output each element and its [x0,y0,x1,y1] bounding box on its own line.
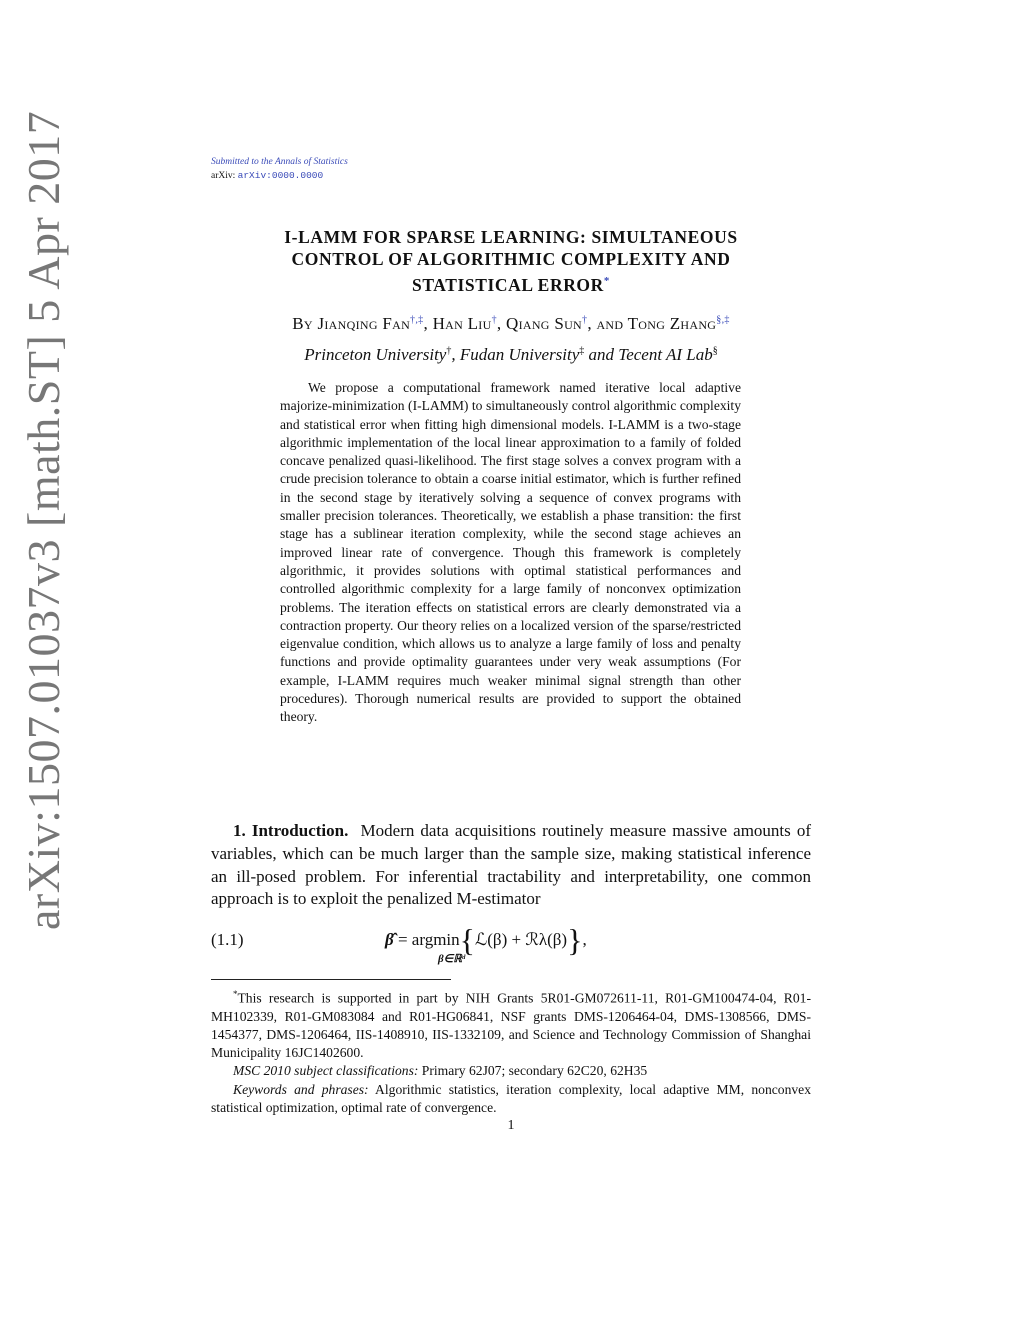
by-label: By [292,314,313,333]
title-line-3: STATISTICAL ERROR* [411,274,610,295]
equation-lhs: β̂ [385,930,394,949]
arxiv-label: arXiv: [211,171,236,181]
submitted-note: Submitted to the Annals of Statistics [211,157,348,167]
arxiv-sidebar-stamp: arXiv:1507.01037v3 [math.ST] 5 Apr 2017 [18,110,69,930]
introduction-paragraph [211,820,811,911]
section-heading: 1. Introduction. [233,821,349,840]
author-3: Qiang Sun [506,314,583,333]
msc-footnote: MSC 2010 subject classifications: Primary 62J07; secondary 62C20, 62H35 [233,1063,648,1079]
affiliations: Princeton University†, Fudan University‡ and Tecent AI Lab§ [304,345,718,364]
footnote-rule [211,979,451,980]
equation: β̂ = argmin{ℒ(β) + ℛλ(β)}, [385,922,587,958]
arxiv-code-link[interactable]: arXiv:0000.0000 [237,170,324,181]
author-list: By Jianqing Fan†,‡, Han Liu†, Qiang Sun†, and Tong Zhang§,‡ [292,314,730,333]
equation-number: (1.1) [211,930,244,949]
footnotes [211,985,811,1117]
funding-footnote: *This research is supported in part by NIH Grants 5R01-GM072611-11, R01-GM100474-04, R01-MH102339, R01-GM083084 and R01-HG06841, NSF grants DMS-1206464-04, DMS-1308566, DMS-1454377, DMS-1206464, IIS-1408910, IIS-1332109, and Science and Technology Commission of Shanghai Municipality 16JC1402600. [211,989,811,1061]
author-1-mark: †,‡ [410,314,424,326]
equation-subscript: β∈ℝᵈ [438,953,466,965]
paper-title [211,226,811,296]
abstract-paragraph: We propose a computational framework named iterative local adaptive majorize-minimization (I-LAMM) to simultaneously control algorithmic complexity and statistical error when fitting high dimensional models. I-LAMM is a two-stage algorithmic implementation of the local linear approximation to a family of folded concave penalized quasi-likelihood. The first stage solves a convex program with a crude precision tolerance to obtain a coarse initial estimator, which is further refined in the second stage by iteratively solving a sequence of convex programs with smaller precision tolerances. Theoretically, we establish a phase transition: the first stage has a sublinear iteration complexity, while the second stage achieves an improved linear rate of convergence. Though this framework is completely algorithmic, it provides solutions with optimal statistical performances and controlled algorithmic complexity for a large family of nonconvex optimization problems. The iteration effects on statistical errors are clearly demonstrated via a contraction property. Our theory relies on a localized version of the sparse/restricted eigenvalue condition, which allows us to analyze a large family of loss and penalty functions and provide optimality guarantees under very weak assumptions (For example, I-LAMM requires much weaker minimal signal strength than other procedures). Thorough numerical results are provided to support the obtained theory. [280,380,741,725]
affil-3: Tecent AI Lab [618,345,713,364]
page-number: 1 [507,1118,515,1133]
keywords-footnote: Keywords and phrases: Algorithmic statistics, iteration complexity, local adaptive MM, nonconvex statistical optimization, optimal rate of convergence. [211,1081,811,1115]
title-line-2: CONTROL OF ALGORITHMIC COMPLEXITY AND [291,249,731,269]
and-label: and [596,314,624,333]
author-3-mark: † [582,314,588,326]
affil-and: and [588,345,615,364]
title-line-1: I-LAMM FOR SPARSE LEARNING: SIMULTANEOUS [284,227,738,247]
equation-body: ℒ(β) + ℛλ(β) [475,930,568,949]
author-2-mark: † [491,314,497,326]
equation-op: = argmin [397,930,460,949]
author-4-mark: §,‡ [716,314,730,326]
affil-1: Princeton University [304,345,447,364]
intro-text: Modern data acquisitions routinely measure massive amounts of variables, which can be much larger than the sample size, making statistical inference an ill-posed problem. For inferential tractability and interpretability, one common approach is to exploit the penalized M-estimator [211,821,812,909]
title-footnote-mark[interactable]: * [603,275,610,287]
affil-2: Fudan University [459,345,580,364]
arxiv-id-line [211,170,323,181]
author-2: Han Liu [432,314,492,333]
author-4: Tong Zhang [627,314,717,333]
author-1: Jianqing Fan [317,314,411,333]
